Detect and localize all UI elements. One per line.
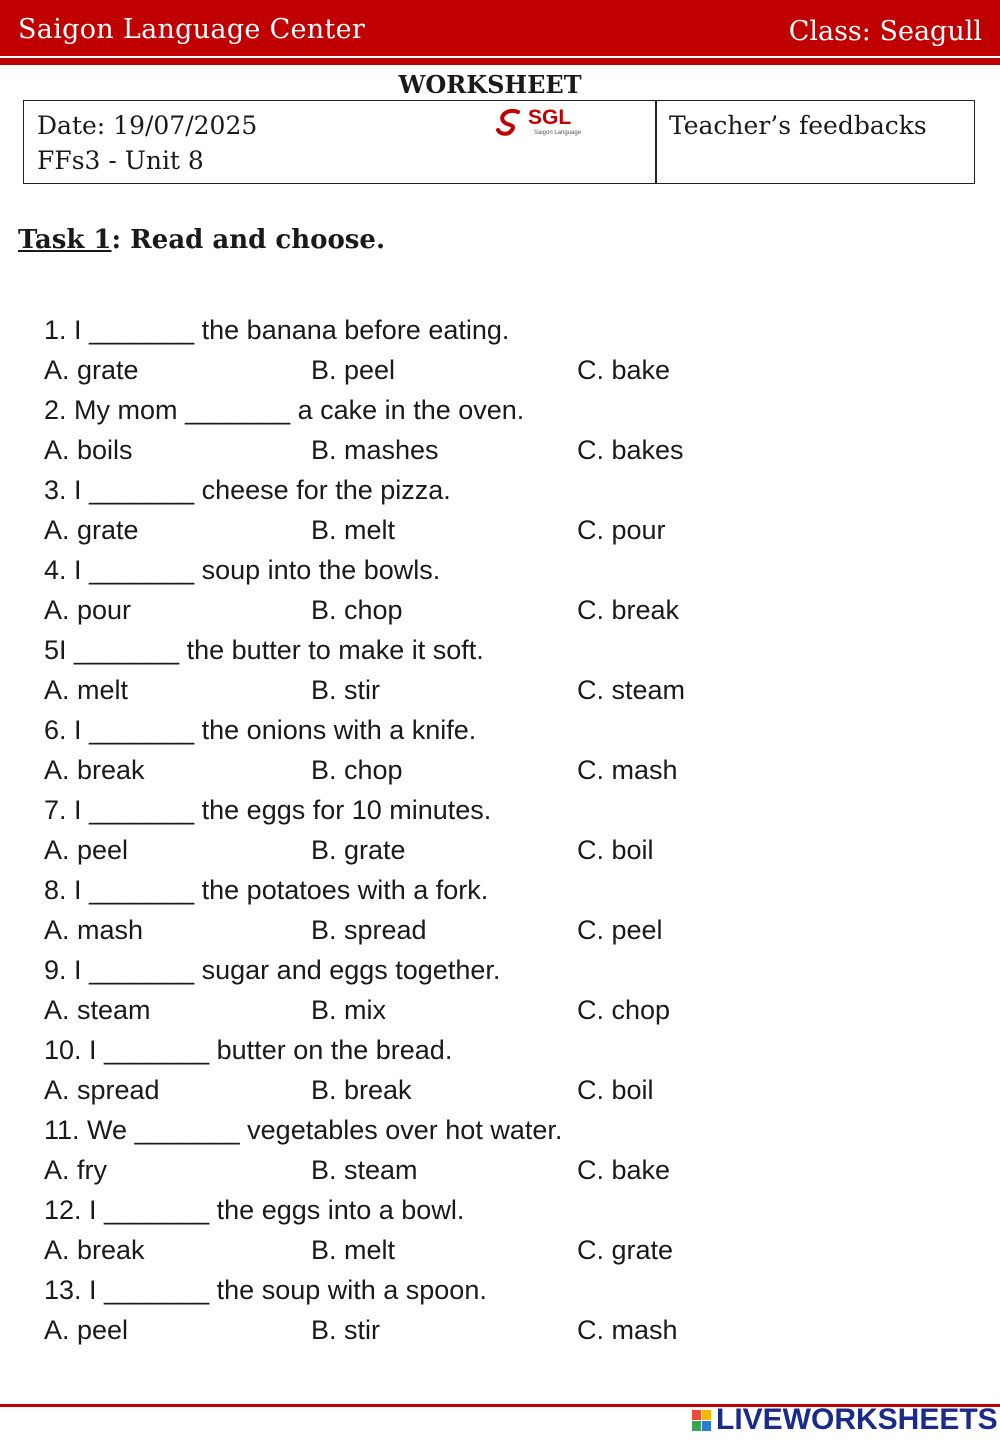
option-c[interactable]: C. bakes <box>577 435 684 465</box>
class-label: Class: Seagull <box>788 16 982 47</box>
option-a[interactable]: A. peel <box>44 835 129 865</box>
option-c[interactable]: C. pour <box>577 515 666 545</box>
question-text: 10. I _______ butter on the bread. <box>44 1035 453 1065</box>
answer-options <box>44 1230 844 1270</box>
option-a[interactable]: A. grate <box>44 355 139 385</box>
header-bar <box>0 0 1000 56</box>
option-a[interactable]: A. boils <box>44 435 133 465</box>
option-c[interactable]: C. grate <box>577 1235 674 1265</box>
option-c[interactable]: C. steam <box>577 675 686 705</box>
task-label: Task 1 <box>18 225 112 255</box>
option-c[interactable]: C. bake <box>577 355 671 385</box>
question-text: 13. I _______ the soup with a spoon. <box>44 1275 487 1305</box>
logo-text: SGL <box>528 106 572 129</box>
question-text: 8. I _______ the potatoes with a fork. <box>44 875 489 905</box>
option-c[interactable]: C. mash <box>577 755 678 785</box>
question-text: 12. I _______ the eggs into a bowl. <box>44 1195 465 1225</box>
sgl-swirl-icon <box>494 106 528 140</box>
option-b[interactable]: B. melt <box>311 1235 396 1265</box>
sgl-logo <box>494 106 594 140</box>
question-text: 1. I _______ the banana before eating. <box>44 315 510 345</box>
answer-options <box>44 350 844 390</box>
answer-options <box>44 910 844 950</box>
date-text: Date: 19/07/2025 <box>37 111 258 140</box>
question-text: 7. I _______ the eggs for 10 minutes. <box>44 795 492 825</box>
question-text: 2. My mom _______ a cake in the oven. <box>44 395 525 425</box>
question-text: 4. I _______ soup into the bowls. <box>44 555 441 585</box>
option-c[interactable]: C. peel <box>577 915 663 945</box>
answer-options <box>44 1070 844 1110</box>
option-b[interactable]: B. mashes <box>311 435 439 465</box>
task-title <box>18 225 385 255</box>
option-b[interactable]: B. grate <box>311 835 406 865</box>
option-b[interactable]: B. chop <box>311 595 403 625</box>
question-list <box>44 310 844 1350</box>
option-a[interactable]: A. grate <box>44 515 139 545</box>
question-text: 3. I _______ cheese for the pizza. <box>44 475 451 505</box>
question-text: 6. I _______ the onions with a knife. <box>44 715 477 745</box>
answer-options <box>44 430 844 470</box>
option-b[interactable]: B. peel <box>311 355 396 385</box>
option-b[interactable]: B. mix <box>311 995 387 1025</box>
option-c[interactable]: C. boil <box>577 835 654 865</box>
teacher-feedback-label: Teacher’s feedbacks <box>669 111 927 140</box>
option-a[interactable]: A. steam <box>44 995 151 1025</box>
option-a[interactable]: A. peel <box>44 1315 129 1345</box>
answer-options <box>44 830 844 870</box>
liveworksheets-badge-icon <box>692 1410 712 1432</box>
answer-options <box>44 590 844 630</box>
answer-options <box>44 670 844 710</box>
info-divider <box>655 101 657 183</box>
option-c[interactable]: C. break <box>577 595 680 625</box>
option-a[interactable]: A. spread <box>44 1075 160 1105</box>
option-b[interactable]: B. spread <box>311 915 427 945</box>
option-b[interactable]: B. stir <box>311 1315 381 1345</box>
option-b[interactable]: B. chop <box>311 755 403 785</box>
answer-options <box>44 510 844 550</box>
option-b[interactable]: B. melt <box>311 515 396 545</box>
option-c[interactable]: C. bake <box>577 1155 671 1185</box>
answer-options <box>44 750 844 790</box>
question-text: 11. We _______ vegetables over hot water. <box>44 1115 563 1145</box>
option-a[interactable]: A. break <box>44 755 145 785</box>
unit-text: FFs3 - Unit 8 <box>37 146 204 175</box>
task-instruction: : Read and choose. <box>111 225 386 255</box>
option-b[interactable]: B. steam <box>311 1155 418 1185</box>
option-b[interactable]: B. stir <box>311 675 381 705</box>
question-text: 5I _______ the butter to make it soft. <box>44 635 484 665</box>
option-c[interactable]: C. boil <box>577 1075 654 1105</box>
info-box <box>23 100 975 184</box>
option-b[interactable]: B. break <box>311 1075 412 1105</box>
option-a[interactable]: A. fry <box>44 1155 108 1185</box>
answer-options <box>44 990 844 1030</box>
option-c[interactable]: C. mash <box>577 1315 678 1345</box>
option-a[interactable]: A. melt <box>44 675 129 705</box>
center-name: Saigon Language Center <box>18 14 366 45</box>
liveworksheets-brand: LIVEWORKSHEETS <box>716 1403 998 1436</box>
answer-options <box>44 1310 844 1350</box>
logo-subtext: Saigon Language <box>534 130 582 136</box>
option-c[interactable]: C. chop <box>577 995 671 1025</box>
option-a[interactable]: A. break <box>44 1235 145 1265</box>
worksheet-title: WORKSHEET <box>398 70 582 99</box>
header-divider <box>0 58 1000 65</box>
option-a[interactable]: A. mash <box>44 915 144 945</box>
answer-options <box>44 1150 844 1190</box>
question-text: 9. I _______ sugar and eggs together. <box>44 955 501 985</box>
option-a[interactable]: A. pour <box>44 595 132 625</box>
